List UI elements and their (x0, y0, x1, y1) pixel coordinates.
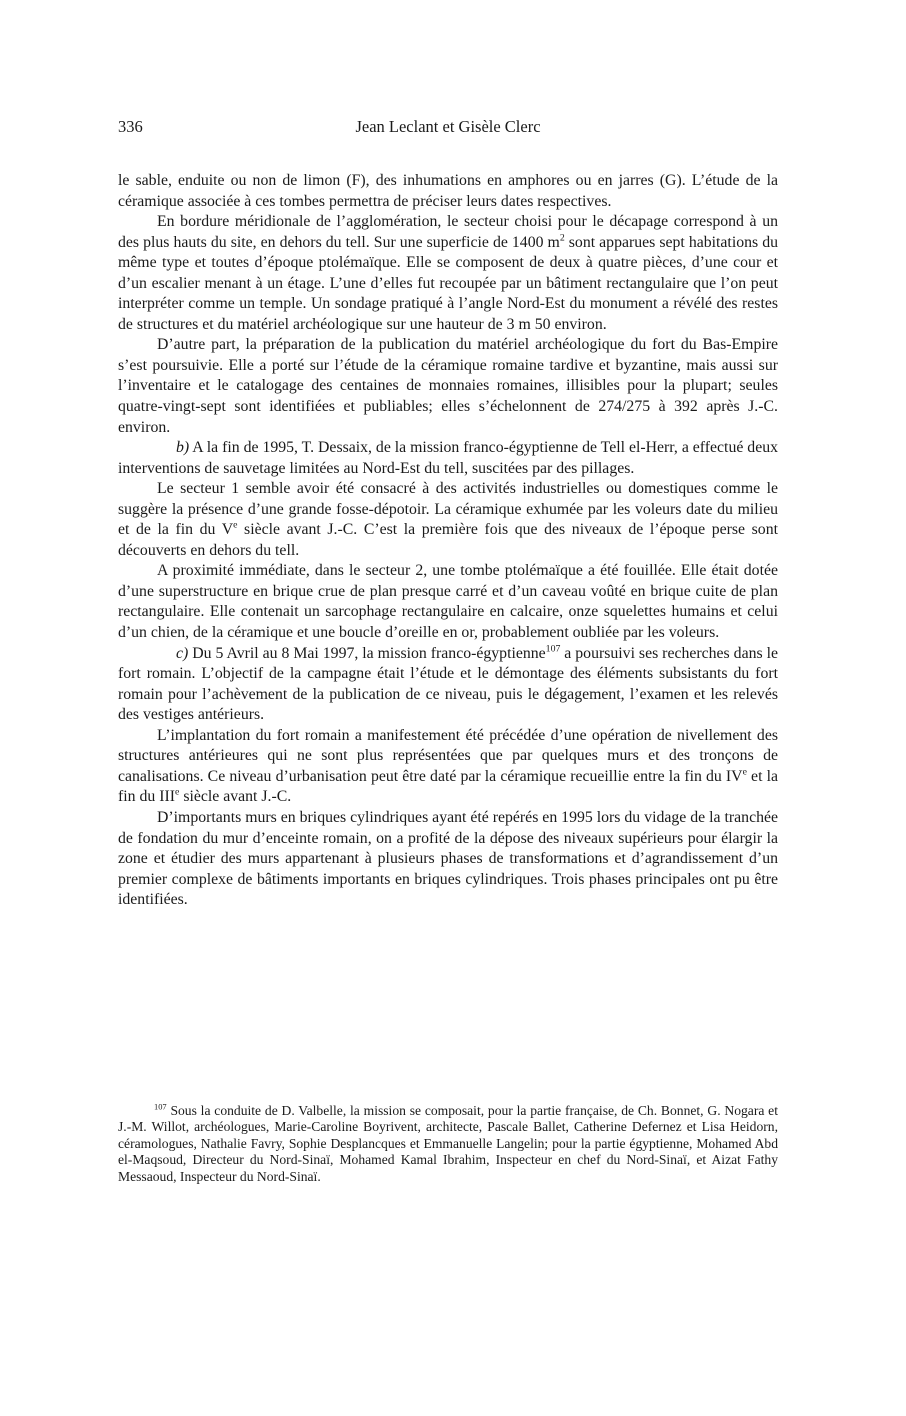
page-header (118, 117, 778, 141)
footnote-ref-107[interactable]: 107 (545, 643, 561, 655)
footnote-107 (118, 1103, 778, 1185)
paragraph-b (118, 438, 778, 479)
paragraph-text: A la fin de 1995, T. Dessaix, de la mission franco-égyptienne de Tell el-Herr, a effectué deux interventions de sauvetage limitées au Nord-Est du tell, suscitées par des pillages. (118, 439, 779, 477)
superscript: e (233, 520, 238, 532)
paragraph-text-continued: siècle avant J.-C. C’est la première fois que des niveaux de l’époque perse sont découverts en dehors du tell. (118, 521, 778, 559)
paragraph-3 (118, 335, 778, 438)
superscript: 2 (559, 232, 565, 244)
paragraph-text-continued: et la fin du III (118, 767, 778, 806)
paragraph-6 (118, 561, 778, 643)
running-head: Jean Leclant et Gisèle Clerc (355, 117, 541, 136)
paragraph-text: Le secteur 1 semble avoir été consacré à des activités industrielles ou domestiques comme le suggère la présence d’une grande fosse-dépotoir. La céramique exhumée par les voleurs date du milieu et de la fin du V (118, 480, 778, 539)
paragraph-8 (118, 726, 778, 808)
paragraph-c (118, 644, 778, 726)
paragraph-text: En bordure méridionale de l’agglomération, le secteur choisi pour le décapage correspond à un des plus hauts du site, en dehors du tell. Sur une superficie de 1400 m (118, 213, 778, 251)
footnote-text: Sous la conduite de D. Valbelle, la mission se composait, pour la partie française, de Ch. Bonnet, G. Nogara et J.-M. Willot, archéologues, Marie-Caroline Boyrivent, architecte, Pascale Ballet, Catherine Defernez et Lisa Heidorn, céramologues, Nathalie Favry, Sophie Desplancques et Emmanuelle Langelin; pour la partie égyptienne, Mohamed Abd el-Maqsoud, Directeur du Nord-Sinaï, Mohamed Kamal Ibrahim, Inspecteur en chef du Nord-Sinaï, et Aizat Fathy Messaoud, Inspecteur du Nord-Sinaï. (118, 1103, 778, 1184)
paragraph-text: le sable, enduite ou non de limon (F), des inhumations en amphores ou en jarres (G). L’étude de la céramique associée à ces tombes permettra de préciser leurs dates respectives. (118, 172, 778, 210)
footnote-number: 107 (154, 1101, 167, 1112)
paragraph-2 (118, 212, 778, 335)
page-number: 336 (118, 117, 143, 136)
paragraph-1 (118, 171, 778, 212)
superscript: e (742, 766, 747, 778)
paragraph-text-continued: a poursuivi ses recherches dans le fort romain. L’objectif de la campagne était l’étude et le démontage des éléments subsistants du fort romain pour l’achèvement de la publication de ce niveau, puis le dégagement, l’examen et les relevés des vestiges antérieurs. (118, 644, 778, 724)
footnotes (118, 1103, 778, 1185)
paragraph-5 (118, 479, 778, 561)
paragraph-9 (118, 808, 778, 911)
paragraph-text: L’implantation du fort romain a manifestement été précédée d’une opération de nivellement des structures antérieures qui ne sont plus représentées que par quelques murs et des tronçons de canalisations. Ce niveau d’urbanisation peut être daté par la céramique recueillie entre la fin du IV (118, 726, 778, 785)
superscript: e (175, 787, 180, 799)
section-label-c: c) (176, 644, 189, 662)
paragraph-text: Du 5 Avril au 8 Mai 1997, la mission franco-égyptienne (188, 644, 546, 662)
paragraph-text-continued: sont apparues sept habitations du même type et toutes d’époque ptolémaïque. Elle se composent de deux à quatre pièces, d’une cour et d’un escalier menant à un étage. L’une d’elles fut recoupée par un bâtiment rectangulaire que l’on peut interpréter comme un temple. Un sondage pratiqué à l’angle Nord-Est du monument a révélé des restes de structures et du matériel archéologique sur une hauteur de 3 m 50 environ. (118, 233, 778, 333)
paragraph-text: A proximité immédiate, dans le secteur 2, une tombe ptolémaïque a été fouillée. Elle était dotée d’une superstructure en brique crue de plan presque carré et d’un caveau voûté en brique cuite de plan rectangulaire. Elle contenait un sarcophage rectangulaire en calcaire, onze squelettes humains et celui d’un chien, de la céramique et une boucle d’oreille en or, probablement oubliée par les voleurs. (118, 562, 778, 642)
paragraph-text: D’autre part, la préparation de la publication du matériel archéologique du fort du Bas-Empire s’est poursuivie. Elle a porté sur l’étude de la céramique romaine tardive et byzantine, mais aussi sur l’inventaire et le catalogage des centaines de monnaies romaines, illisibles pour la plupart; seules quatre-vingt-sept sont identifiées et publiables; elles s’échelonnent de 274/275 à 392 après J.-C. environ. (118, 336, 778, 436)
paragraph-text: D’importants murs en briques cylindriques ayant été repérés en 1995 lors du vidage de la tranchée de fondation du mur d’enceinte romain, on a profité de la dépose des niveaux supérieurs pour élargir la zone et étudier des murs appartenant à plusieurs phases de transformations et d’agrandissement d’un premier complexe de bâtiments importants en briques cylindriques. Trois phases principales ont pu être identifiées. (118, 808, 778, 909)
section-label-b: b) (176, 439, 190, 457)
body-text (118, 171, 778, 911)
paragraph-text-continued: siècle avant J.-C. (179, 788, 292, 806)
